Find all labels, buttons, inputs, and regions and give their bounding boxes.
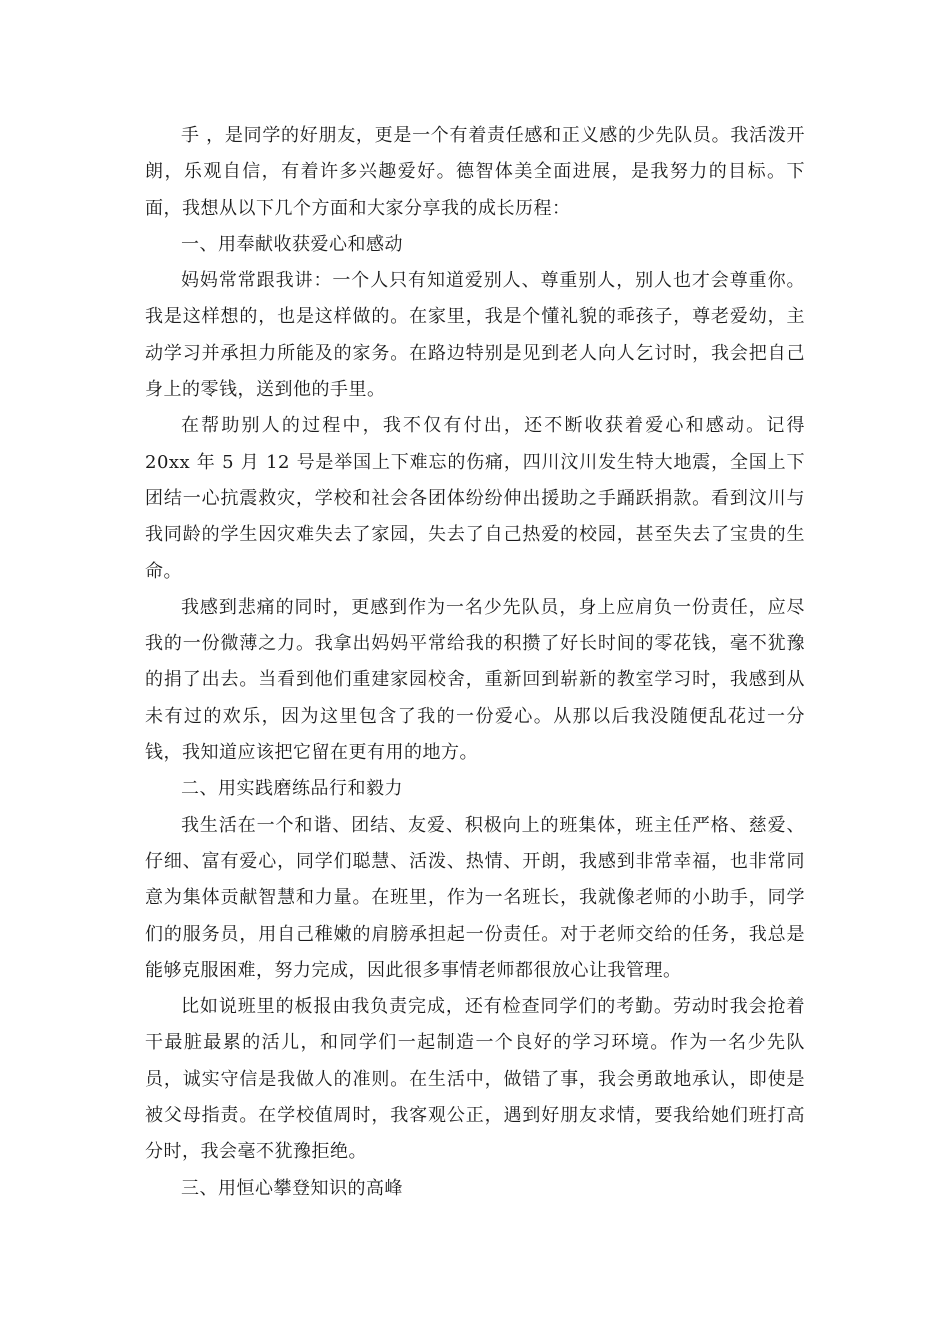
paragraph: 比如说班里的板报由我负责完成，还有检查同学们的考勤。劳动时我会抢着干最脏最累的活儿，和同学们一起制造一个良好的学习环境。作为一名少先队员，诚实守信是我做人的准则。在生活中，做错了事，我会勇敢地承认，即使是被父母指责。在学校值周时，我客观公正，遇到好朋友求情，要我给她们班打高分时，我会毫不犹豫拒绝。: [145, 996, 805, 1163]
paragraph: 我生活在一个和谐、团结、友爱、积极向上的班集体，班主任严格、慈爱、仔细、富有爱心，同学们聪慧、活泼、热情、开朗，我感到非常幸福，也非常同意为集体贡献智慧和力量。在班里，作为一名班长，我就像老师的小助手，同学们的服务员，用自己稚嫩的肩膀承担起一份责任。对于老师交给的任务，我总是能够克服困难，努力完成，因此很多事情老师都很放心让我管理。: [145, 814, 805, 981]
section-heading-2: 二、用实践磨练品行和毅力: [181, 778, 403, 800]
paragraph: 在帮助别人的过程中，我不仅有付出，还不断收获着爱心和感动。记得 20xx 年 5 月 12 号是举国上下难忘的伤痛，四川汶川发生特大地震，全国上下团结一心抗震救灾，学校和社会各团体纷纷伸出援助之手踊跃捐款。看到汶川与我同龄的学生因灾难失去了家园，失去了自己热爱的校园，甚至失去了宝贵的生命。: [145, 415, 805, 582]
section-heading-1: 一、用奉献收获爱心和感动: [181, 233, 403, 255]
paragraph: 我感到悲痛的同时，更感到作为一名少先队员，身上应肩负一份责任，应尽我的一份微薄之力。我拿出妈妈平常给我的积攒了好长时间的零花钱，毫不犹豫的捐了出去。当看到他们重建家园校舍，重新回到崭新的教室学习时，我感到从未有过的欢乐，因为这里包含了我的一份爱心。从那以后我没随便乱花过一分钱，我知道应该把它留在更有用的地方。: [145, 596, 805, 764]
document-body: [145, 118, 805, 1207]
section-heading-3: 三、用恒心攀登知识的高峰: [181, 1177, 403, 1199]
paragraph: 妈妈常常跟我讲：一个人只有知道爱别人、尊重别人，别人也才会尊重你。我是这样想的，也是这样做的。在家里，我是个懂礼貌的乖孩子，尊老爱幼，主动学习并承担力所能及的家务。在路边特别是见到老人向人乞讨时，我会把自己身上的零钱，送到他的手里。: [145, 270, 805, 401]
intro-paragraph: 手 ，是同学的好朋友，更是一个有着责任感和正义感的少先队员。我活泼开朗，乐观自信，有着许多兴趣爱好。德智体美全面进展，是我努力的目标。下面，我想从以下几个方面和大家分享我的成长历程：: [145, 125, 805, 219]
